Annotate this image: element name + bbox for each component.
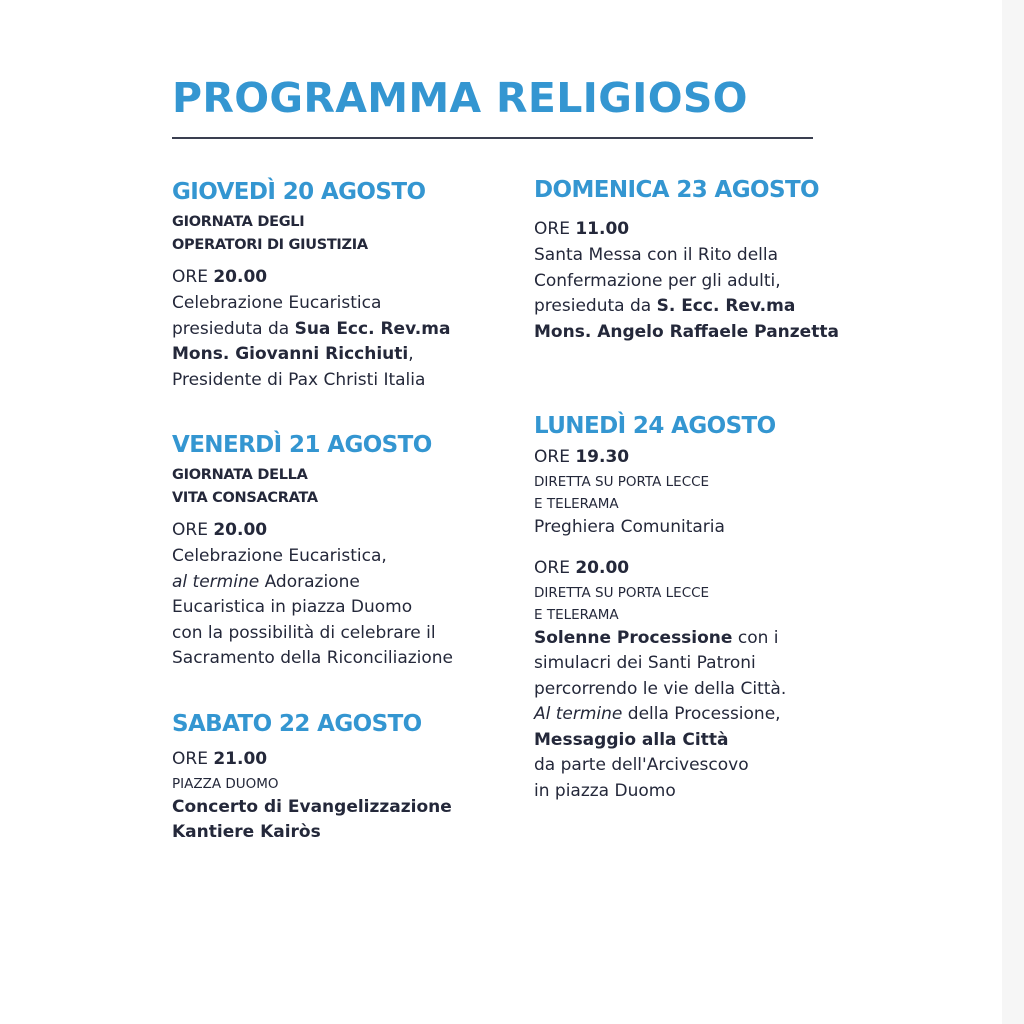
day-heading: DOMENICA 23 AGOSTO <box>534 177 819 203</box>
day-sabato <box>172 708 492 846</box>
day-heading: GIOVEDÌ 20 AGOSTO <box>172 179 426 205</box>
broadcast-info: E TELERAMA <box>534 606 619 623</box>
page-edge <box>1002 0 1024 1024</box>
day-domenica <box>534 174 854 345</box>
event-line: Presidente di Pax Christi Italia <box>172 369 426 390</box>
event-line: simulacri dei Santi Patroni <box>534 653 756 673</box>
event-time: ORE 20.00 <box>172 520 268 540</box>
event-line: Preghiera Comunitaria <box>534 517 725 537</box>
event-line: Mons. Angelo Raffaele Panzetta <box>534 321 839 342</box>
day-giovedi <box>172 176 492 393</box>
day-subtitle: GIORNATA DELLA <box>172 467 308 483</box>
event-1 <box>534 444 854 541</box>
event-line: presieduta da Sua Ecc. Rev.ma <box>172 318 451 339</box>
event-line: Mons. Giovanni Ricchiuti, <box>172 344 414 364</box>
event-time: ORE 19.30 <box>534 447 630 467</box>
title-divider <box>172 137 813 139</box>
event-line: da parte dell'Arcivescovo <box>534 755 749 775</box>
day-heading: SABATO 22 AGOSTO <box>172 710 422 737</box>
event-line: in piazza Duomo <box>534 780 676 801</box>
event-line: Sacramento della Riconciliazione <box>172 648 454 668</box>
event-line: Celebrazione Eucaristica, <box>172 546 387 566</box>
day-venerdi <box>172 429 492 672</box>
event-time: ORE 11.00 <box>534 219 630 239</box>
day-heading: LUNEDÌ 24 AGOSTO <box>534 413 776 439</box>
page-title: PROGRAMMA RELIGIOSO <box>172 74 748 122</box>
event-time: ORE 20.00 <box>534 557 630 578</box>
right-column <box>534 174 854 804</box>
event-line: con la possibilità di celebrare il <box>172 622 436 643</box>
event-time: ORE 20.00 <box>172 267 268 287</box>
broadcast-info: E TELERAMA <box>534 496 619 512</box>
event-line: Santa Messa con il Rito della <box>534 245 779 265</box>
event-2 <box>534 555 854 805</box>
broadcast-info: DIRETTA SU PORTA LECCE <box>534 474 710 490</box>
day-heading: VENERDÌ 21 AGOSTO <box>172 432 432 458</box>
event-line: Celebrazione Eucaristica <box>172 293 382 313</box>
event-line: Messaggio alla Città <box>534 729 729 750</box>
event-line: al termine Adorazione <box>172 571 360 592</box>
broadcast-info: DIRETTA SU PORTA LECCE <box>534 584 710 601</box>
event-line: percorrendo le vie della Città. <box>534 678 787 699</box>
event-line: Concerto di Evangelizzazione <box>172 796 452 817</box>
day-subtitle: VITA CONSACRATA <box>172 490 318 506</box>
event-place: PIAZZA DUOMO <box>172 775 279 792</box>
event-line: Confermazione per gli adulti, <box>534 270 781 291</box>
event-time: ORE 21.00 <box>172 748 268 769</box>
day-subtitle: OPERATORI DI GIUSTIZIA <box>172 237 368 253</box>
day-lunedi <box>534 410 854 804</box>
left-column <box>172 176 492 846</box>
event-line: presieduta da S. Ecc. Rev.ma <box>534 296 796 316</box>
day-subtitle: GIORNATA DEGLI <box>172 214 305 230</box>
event-line: Eucaristica in piazza Duomo <box>172 597 413 617</box>
event-line: Kantiere Kairòs <box>172 822 321 842</box>
event-line: Solenne Processione con i <box>534 627 779 648</box>
event-line: Al termine della Processione, <box>534 704 781 724</box>
